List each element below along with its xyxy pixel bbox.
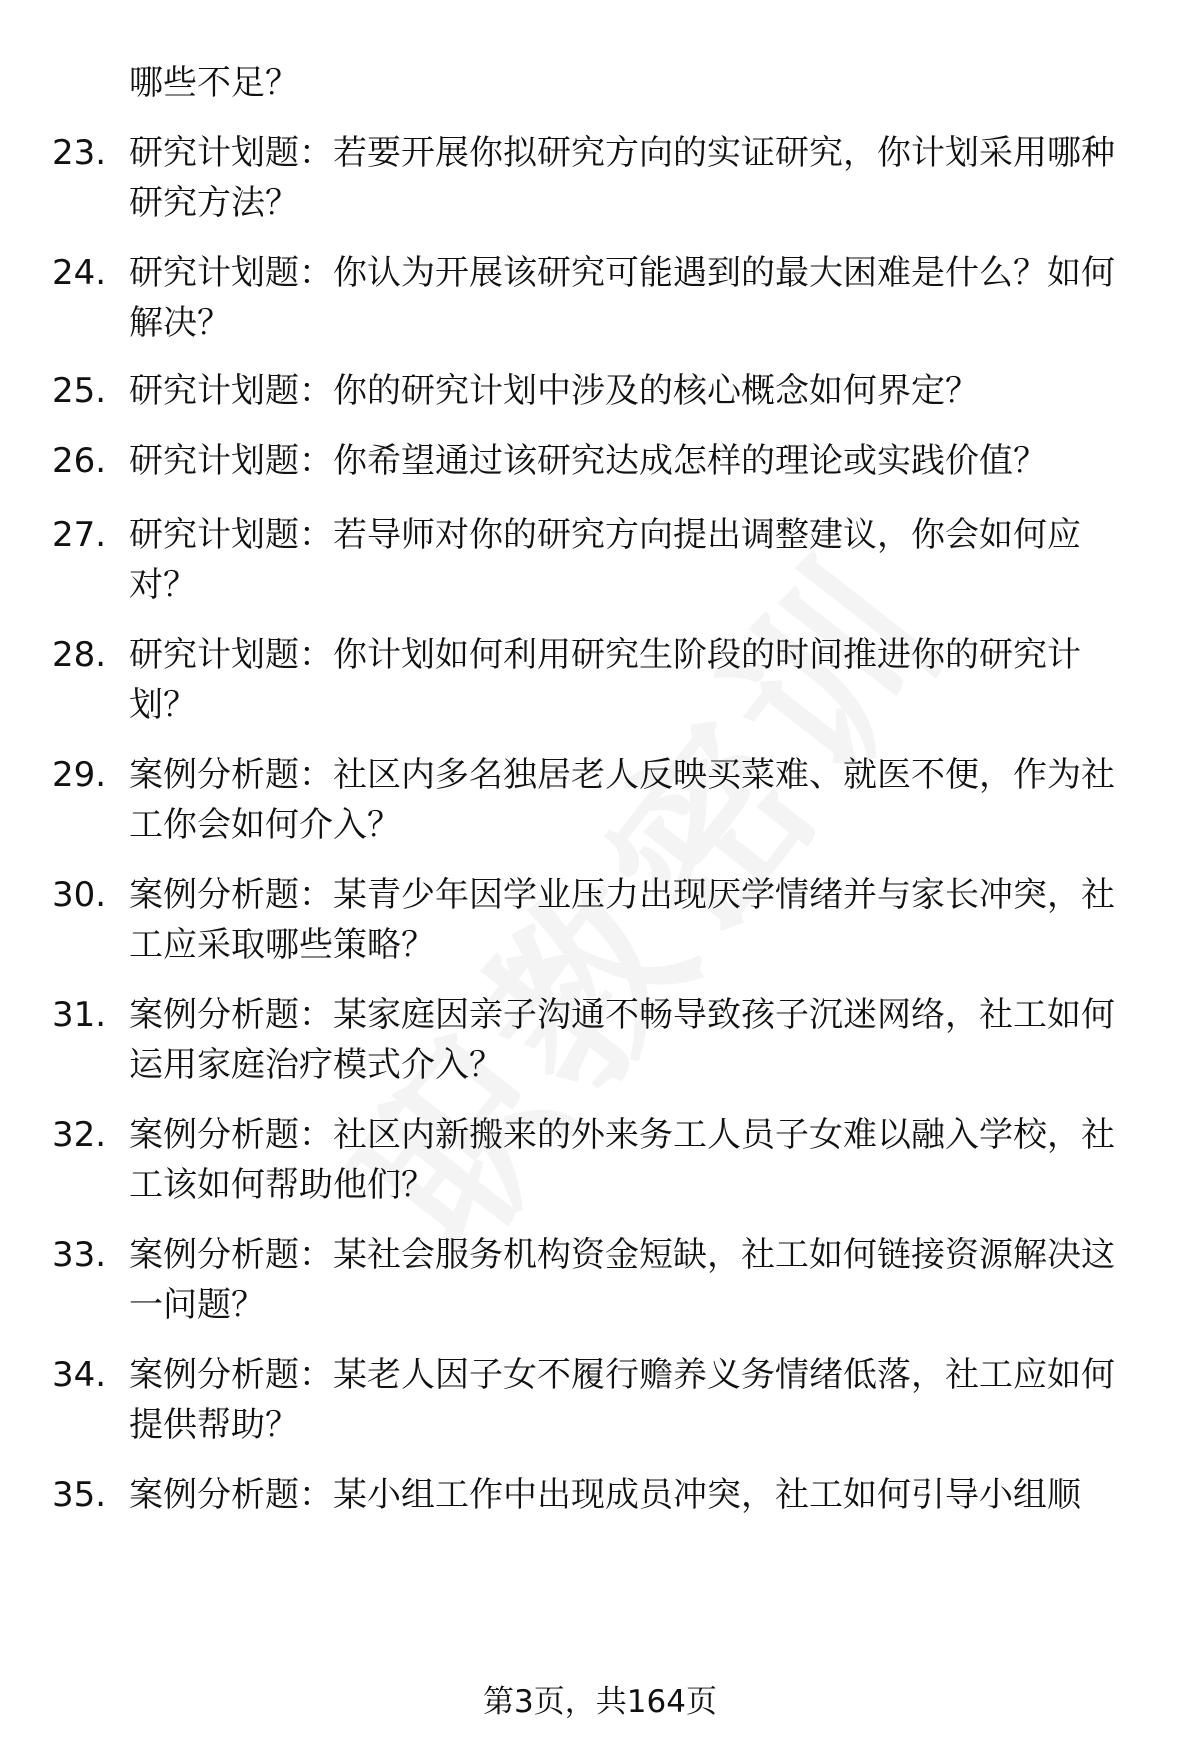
item-text: 案例分析题：某社会服务机构资金短缺，社工如何链接资源解决这一问题？ [129, 1235, 1115, 1325]
item-number: 28. [52, 635, 107, 675]
item-text: 案例分析题：社区内新搬来的外来务工人员子女难以融入学校，社工该如何帮助他们？ [129, 1115, 1115, 1205]
page-footer: 第3页，共164页 [483, 1684, 717, 1720]
item-text: 研究计划题：若导师对你的研究方向提出调整建议，你会如何应对？ [129, 515, 1081, 605]
item-number: 31. [52, 995, 107, 1035]
item-text: 案例分析题：某家庭因亲子沟通不畅导致孩子沉迷网络，社工如何运用家庭治疗模式介入？ [129, 995, 1115, 1085]
item-text: 研究计划题：你计划如何利用研究生阶段的时间推进你的研究计划？ [129, 635, 1081, 725]
item-number: 33. [52, 1235, 107, 1275]
item-text: 案例分析题：某小组工作中出现成员冲突，社工如何引导小组顺 [129, 1475, 1081, 1515]
item-text: 案例分析题：社区内多名独居老人反映买菜难、就医不便，作为社工你会如何介入？ [129, 755, 1115, 845]
item-text: 案例分析题：某老人因子女不履行赡养义务情绪低落，社工应如何提供帮助？ [129, 1355, 1115, 1445]
item-number: 34. [52, 1355, 107, 1395]
item-number: 29. [52, 755, 107, 795]
item-number: 32. [52, 1115, 107, 1155]
item-text: 案例分析题：某青少年因学业压力出现厌学情绪并与家长冲突，社工应采取哪些策略？ [129, 875, 1115, 965]
item-number: 23. [52, 133, 107, 173]
item-number: 27. [52, 515, 107, 555]
item-number: 30. [52, 875, 107, 915]
item-text: 研究计划题：你希望通过该研究达成怎样的理论或实践价值？ [129, 441, 1047, 481]
item-text: 研究计划题：你的研究计划中涉及的核心概念如何界定？ [129, 371, 979, 411]
item-text: 研究计划题：你认为开展该研究可能遇到的最大困难是什么？如何解决？ [129, 253, 1115, 343]
item-number: 35. [52, 1475, 107, 1515]
continuation-text: 哪些不足？ [129, 63, 299, 103]
item-number: 26. [52, 441, 107, 481]
item-number: 25. [52, 371, 107, 411]
item-number: 24. [52, 253, 107, 293]
item-text: 研究计划题：若要开展你拟研究方向的实证研究，你计划采用哪种研究方法？ [129, 133, 1115, 223]
